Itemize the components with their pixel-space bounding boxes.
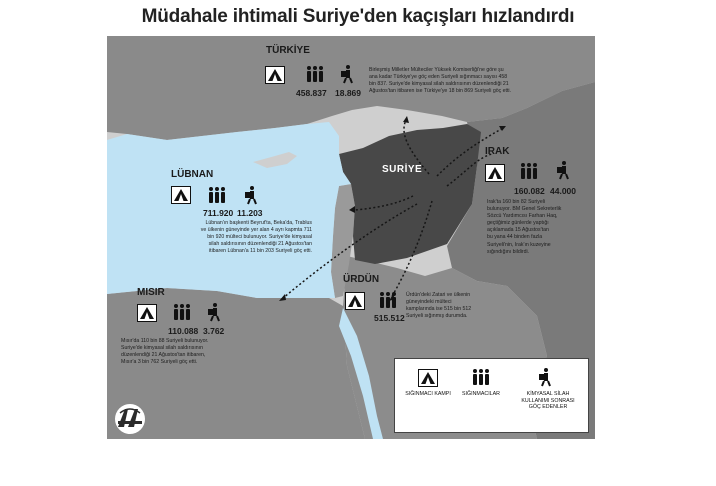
lebanon-chemical-count: 11.203 [237, 208, 263, 218]
tent-icon [418, 369, 438, 387]
jordan-description: Ürdün'deki Zatari ve ülkenin güneyindeki mülteci kamplarında ise 515 bin 512 Suriyeli sığınmış durumda. [406, 292, 472, 320]
tent-icon [485, 164, 505, 182]
iraq-chemical-count: 44.000 [550, 186, 576, 196]
legend-chemical-label: KİMYASAL SİLAH KULLANIMI SONRASI GÖÇ EDENLER [521, 391, 575, 411]
map-panel [107, 36, 595, 439]
iraq-description: Irak'ta 160 bin 82 Suriyeli bulunuyor. BM Genel Sekreterlik Sözcü Yardımcısı Farhan Haq, geçtiğimiz günlerde yaptığı açıklamada 15 Ağustos'tan bu yana 44 binden fazla Suriyeli'nin, Irak'ın kuzeyine sığındığını bildirdi. [487, 199, 562, 255]
legend-camp-label: SIĞINMACI KAMPI [405, 391, 451, 397]
tent-icon [345, 292, 365, 310]
aa-logo-icon [114, 403, 146, 435]
egypt-description: Mısır'da 110 bin 88 Suriyeli bulunuyor. Suriye'de kimyasal silah saldırısının düzenlendiği 21 Ağustos'tan itibaren, Mısır'a 3 bin 762 Suriyeli göç etti. [121, 338, 209, 366]
iraq-label: IRAK [485, 146, 510, 157]
tent-icon [171, 186, 191, 204]
legend [394, 358, 589, 433]
jordan-label: ÜRDÜN [343, 274, 380, 285]
tent-icon [137, 304, 157, 322]
syria-label: SURİYE [382, 164, 423, 175]
turkey-label: TÜRKİYE [266, 45, 310, 56]
tent-icon [265, 66, 285, 84]
turkey-description: Birleşmiş Milletler Mülteciler Yüksek Komiserliği'ne göre şu ana kadar Türkiye'ye göç eden Suriyeli sığınmacı sayısı 458 bin 837. Suriye'de kimyasal silah saldırısının düzenlendiği 21 Ağustos'tan itibaren ise Türkiye'ye 18 bin 869 Suriyeli göç etti. [369, 67, 512, 95]
egypt-refugees-count: 110.088 [168, 326, 199, 336]
legend-refugees-label: SIĞINMACILAR [462, 391, 500, 397]
iraq-refugees-count: 160.082 [514, 186, 545, 196]
turkey-chemical-count: 18.869 [335, 88, 361, 98]
lebanon-description: Lübnan'ın başkenti Beyrut'ta, Beka'da, Trablus ve ülkenin güneyinde yer alan 4 ayrı kapmta 711 bin 920 mülteci bulunuyor. Suriye'de kimyasal silah saldırısının düzenlendiği 21 Ağustos'tan itibaren Lübnan'a 11 bin 203 Suriyeli göç etti. [200, 220, 312, 255]
turkey-refugees-count: 458.837 [296, 88, 327, 98]
lebanon-label: LÜBNAN [171, 169, 214, 180]
jordan-refugees-count: 515.512 [374, 313, 405, 323]
egypt-label: MISIR [137, 287, 165, 298]
lebanon-refugees-count: 711.920 [203, 208, 234, 218]
infographic-title: Müdahale ihtimali Suriye'den kaçışları hızlandırdı [141, 6, 575, 27]
egypt-chemical-count: 3.762 [203, 326, 225, 336]
